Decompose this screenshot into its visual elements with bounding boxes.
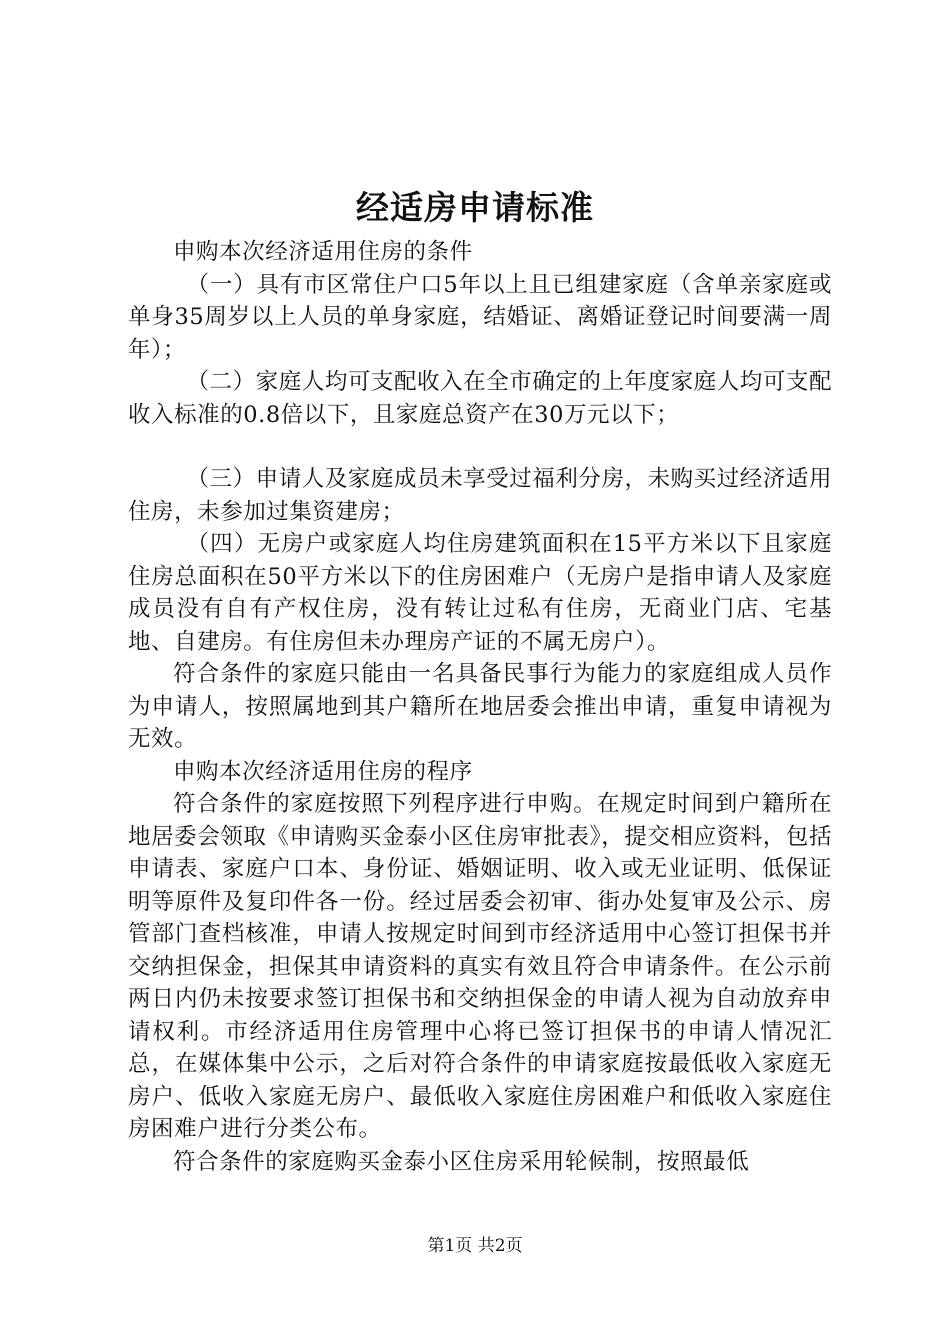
condition-4: （四）无房户或家庭人均住房建筑面积在15平方米以下且家庭住房总面积在50平方米以下的住房困难户（无房户是指申请人及家庭成员没有自有产权住房，没有转让过私有住房，无商业门店、宅基地、自建房。有住房但未办理房产证的不属无房户）。 — [128, 531, 832, 655]
procedure-paragraph: 符合条件的家庭按照下列程序进行申购。在规定时间到户籍所在地居委会领取《申请购买金泰小区住房审批表》，提交相应资料，包括申请表、家庭户口本、身份证、婚姻证明、收入或无业证明、低保证明等原件及复印件各一份。经过居委会初审、街办处复审及公示、房管部门查档核准，申请人按规定时间到市经济适用中心签订担保书并交纳担保金，担保其申请资料的真实有效且符合申请条件。在公示前两日内仍未按要求签订担保书和交纳担保金的申请人视为自动放弃申请权利。市经济适用住房管理中心将已签订担保书的申请人情况汇总，在媒体集中公示，之后对符合条件的申请家庭按最低收入家庭无房户、低收入家庭无房户、最低收入家庭住房困难户和低收入家庭住房困难户进行分类公布。 — [128, 791, 832, 1142]
document-title: 经适房申请标准 — [356, 188, 594, 227]
blank-line — [128, 431, 832, 463]
condition-2: （二）家庭人均可支配收入在全市确定的上年度家庭人均可支配收入标准的0.8倍以下，且家庭总资产在30万元以下； — [128, 369, 832, 428]
document-body — [128, 236, 832, 1178]
applicant-rule: 符合条件的家庭只能由一名具备民事行为能力的家庭组成人员作为申请人，按照属地到其户籍所在地居委会推出申请，重复申请视为无效。 — [128, 661, 832, 752]
page-footer: 第1页 共2页 — [427, 1236, 523, 1256]
section-heading-procedure: 申购本次经济适用住房的程序 — [173, 758, 473, 785]
section-heading-conditions: 申购本次经济适用住房的条件 — [173, 239, 473, 265]
condition-3: （三）申请人及家庭成员未享受过福利分房，未购买过经济适用住房，未参加过集资建房； — [128, 466, 832, 525]
condition-1: （一）具有市区常住户口5年以上且已组建家庭（含单亲家庭或单身35周岁以上人员的单身家庭，结婚证、离婚证登记时间要满一周年）； — [128, 271, 832, 363]
waiting-rule-paragraph: 符合条件的家庭购买金泰小区住房采用轮候制，按照最低 — [173, 1148, 750, 1175]
